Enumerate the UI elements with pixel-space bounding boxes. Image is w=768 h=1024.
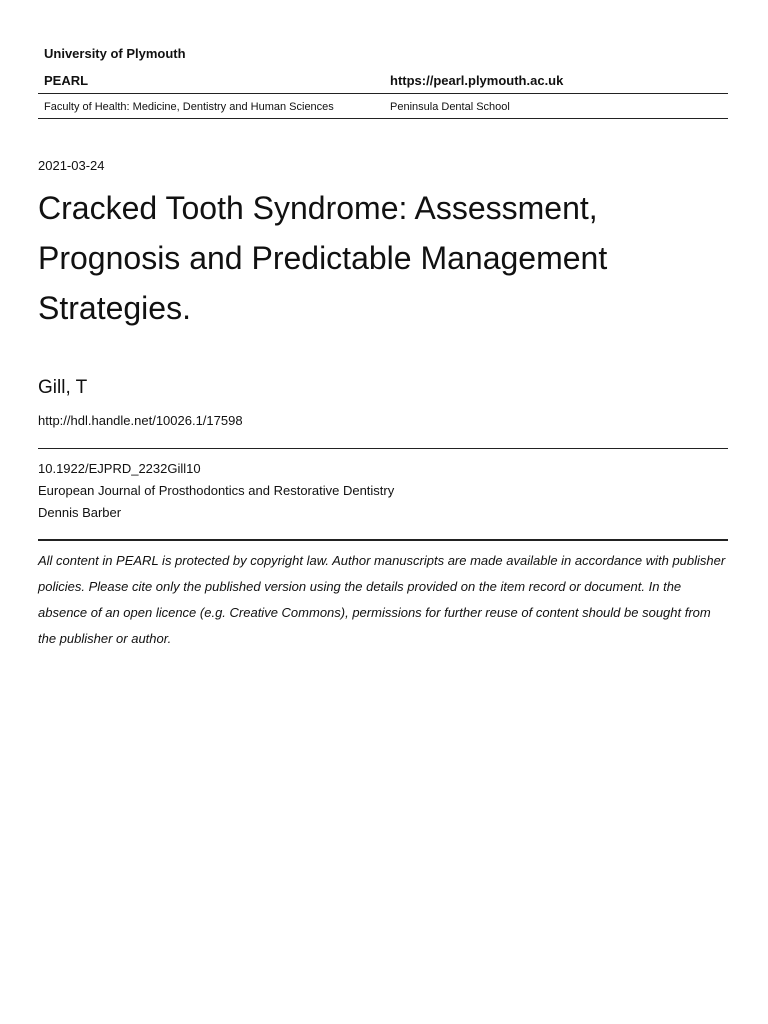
doi-text: 10.1922/EJPRD_2232Gill10 <box>38 461 201 476</box>
handle-link[interactable]: http://hdl.handle.net/10026.1/17598 <box>38 413 243 428</box>
university-name: University of Plymouth <box>44 46 186 61</box>
author-name: Gill, T <box>38 377 88 398</box>
metadata-divider <box>38 448 728 449</box>
school-name: Peninsula Dental School <box>390 101 510 113</box>
faculty-name: Faculty of Health: Medicine, Dentistry and Human Sciences <box>44 101 334 113</box>
header-divider-top <box>38 93 728 94</box>
repository-url-link[interactable]: https://pearl.plymouth.ac.uk <box>390 73 564 88</box>
notice-divider <box>38 539 728 541</box>
copyright-notice: All content in PEARL is protected by copyright law. Author manuscripts are made available in accordance with publisher policies. Please cite only the published version using the details provided on the item record or document. In the absence of an open licence (e.g. Creative Commons), permissions for further reuse of content should be sought from the publisher or author. <box>38 553 726 646</box>
repository-name: PEARL <box>44 73 89 88</box>
document-title: Cracked Tooth Syndrome: Assessment, Prognosis and Predictable Management Strategies. <box>38 190 608 326</box>
journal-name: European Journal of Prosthodontics and Restorative Dentistry <box>38 483 395 498</box>
publication-date: 2021-03-24 <box>38 158 105 173</box>
header-divider-bottom <box>38 118 728 119</box>
publisher-name: Dennis Barber <box>38 505 122 520</box>
